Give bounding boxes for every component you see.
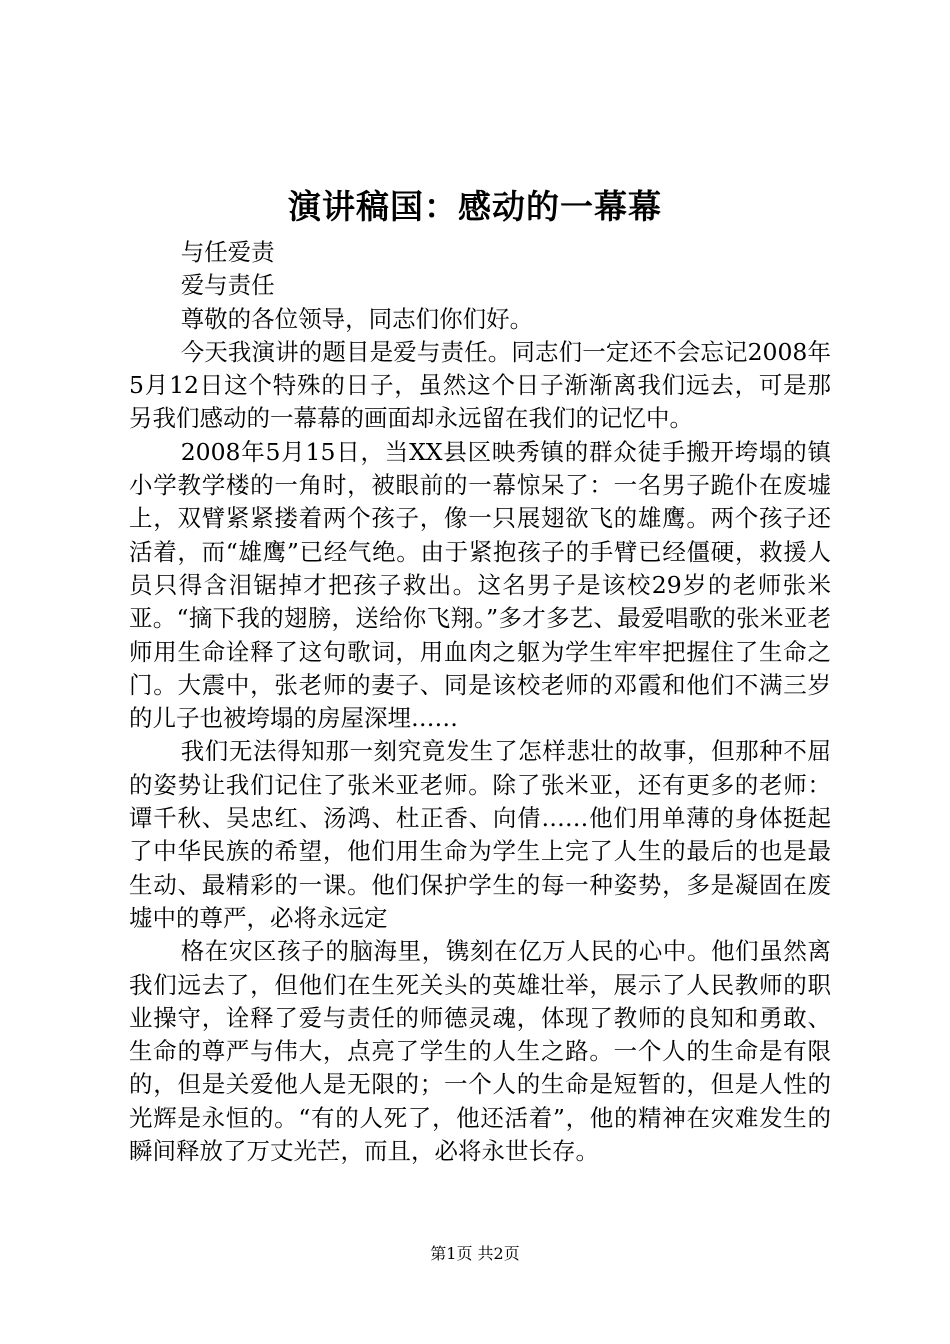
document-body (129, 236, 831, 1168)
body-paragraph: 与任爱责 (180, 238, 275, 266)
page-number-footer: 第1页 共2页 (430, 1244, 520, 1263)
body-paragraph: 今天我演讲的题目是爱与责任。同志们一定还不会忘记2008年5月12日这个特殊的日子，虽然这个日子渐渐离我们远去，可是那另我们感动的一幕幕的画面却永远留在我们的记忆中。 (129, 337, 831, 433)
body-paragraph: 我们无法得知那一刻究竟发生了怎样悲壮的故事，但那种不屈的姿势让我们记住了张米亚老师。除了张米亚，还有更多的老师：谭千秋、吴忠红、汤鸿、杜正香、向倩……他们用单薄的身体挺起了中华民族的希望，他们用生命为学生上完了人生的最后的也是最生动、最精彩的一课。他们保护学生的每一种姿势，多是凝固在废墟中的尊严，必将永远定 (129, 737, 831, 932)
body-paragraph: 2008年5月15日，当XX县区映秀镇的群众徒手搬开垮塌的镇小学教学楼的一角时，被眼前的一幕惊呆了：一名男子跪仆在废墟上，双臂紧紧搂着两个孩子，像一只展翅欲飞的雄鹰。两个孩子还活着，而“雄鹰”已经气绝。由于紧抱孩子的手臂已经僵硬，救援人员只得含泪锯掉才把孩子救出。这名男子是该校29岁的老师张米亚。“摘下我的翅膀，送给你飞翔。”多才多艺、最爱唱歌的张米亚老师用生命诠释了这句歌词，用血肉之躯为学生牢牢把握住了生命之门。大震中，张老师的妻子、同是该校老师的邓霞和他们不满三岁的儿子也被垮塌的房屋深埋…… (129, 437, 831, 733)
document-title: 演讲稿国：感动的一幕幕 (288, 187, 662, 226)
body-paragraph: 爱与责任 (180, 271, 275, 300)
body-paragraph: 格在灾区孩子的脑海里，镌刻在亿万人民的心中。他们虽然离我们远去了，但他们在生死关头的英雄壮举，展示了人民教师的职业操守，诠释了爱与责任的师德灵魂，体现了教师的良知和勇敢、生命的尊严与伟大，点亮了学生的人生之路。一个人的生命是有限的，但是关爱他人是无限的；一个人的生命是短暂的，但是人性的光辉是永恒的。“有的人死了，他还活着”，他的精神在灾难发生的瞬间释放了万丈光芒，而且，必将永世长存。 (129, 937, 831, 1166)
body-paragraph: 尊敬的各位领导，同志们你们好。 (180, 304, 534, 333)
